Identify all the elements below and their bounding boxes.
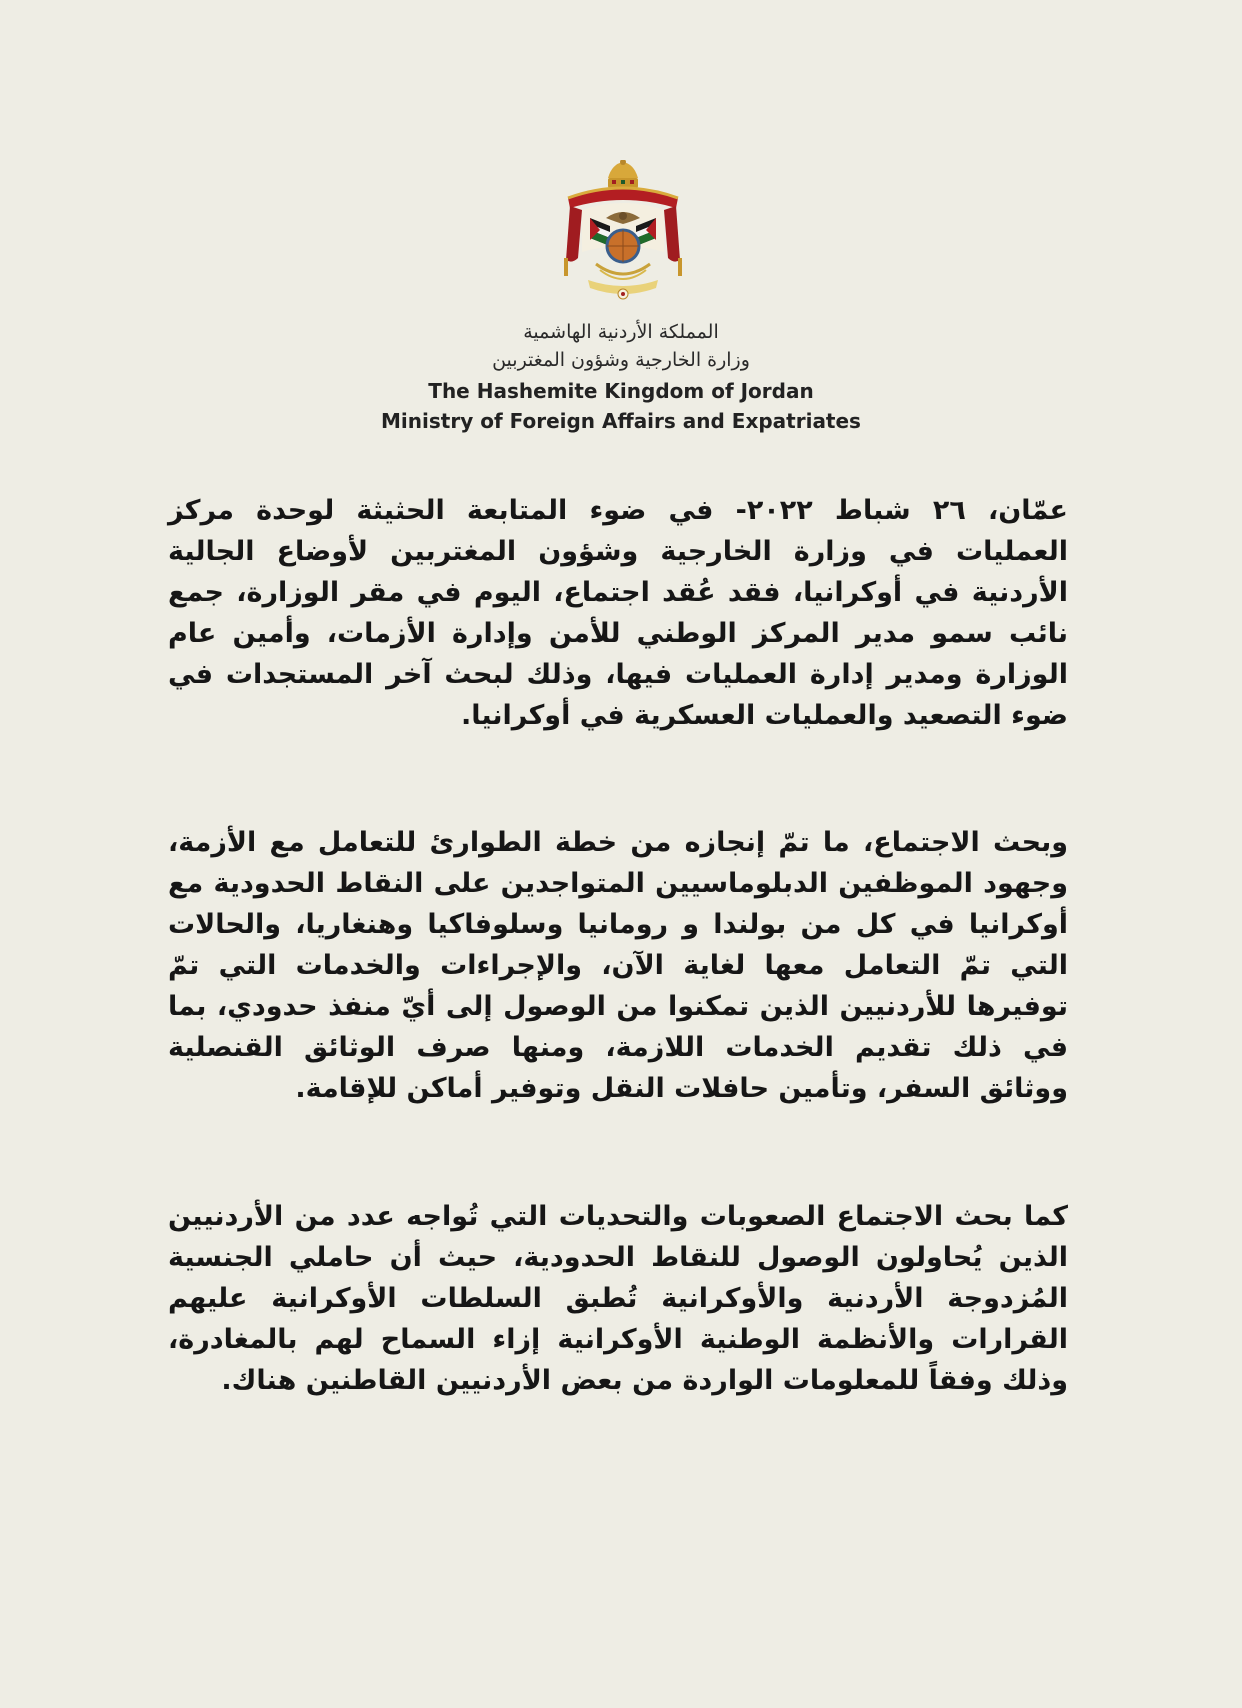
paragraph-3-text: كما بحث الاجتماع الصعوبات والتحديات التي تُواجه عدد من الأردنيين الذين يُحاولون الوصول للنقاط الحدودية، حيث أن حاملي الجنسية المُزدوجة الأردنية والأوكرانية تُطبق السلطات الأوكرانية عليهم القرارات والأنظمة الوطنية الأوكرانية إزاء السماح لهم بالمغادرة، وذلك وفقاً للمعلومات الواردة من بعض الأردنيين القاطنين هناك. bbox=[168, 1201, 1068, 1396]
english-ministry-name: Ministry of Foreign Affairs and Expatriates bbox=[381, 409, 861, 433]
paragraph-3 bbox=[168, 1196, 1068, 1401]
english-country-name: The Hashemite Kingdom of Jordan bbox=[428, 379, 814, 403]
paragraph-2 bbox=[168, 822, 1068, 1109]
letterhead bbox=[0, 318, 1242, 436]
paragraph-1-text: عمّان، ٢٦ شباط ٢٠٢٢- في ضوء المتابعة الحثيثة لوحدة مركز العمليات في وزارة الخارجية وشؤون المغتربين لأوضاع الجالية الأردنية في أوكرانيا، فقد عُقد اجتماع، اليوم في مقر الوزارة، جمع نائب سمو مدير المركز الوطني للأمن وإدارة الأزمات، وأمين عام الوزارة ومدير إدارة العمليات فيها، وذلك لبحث آخر المستجدات في ضوء التصعيد والعمليات العسكرية في أوكرانيا. bbox=[168, 495, 1068, 731]
paragraph-2-text: وبحث الاجتماع، ما تمّ إنجازه من خطة الطوارئ للتعامل مع الأزمة، وجهود الموظفين الدبلوماسيين المتواجدين على النقاط الحدودية مع أوكرانيا في كل من بولندا و رومانيا وسلوفاكيا وهنغاريا، والحالات التي تمّ التعامل معها لغاية الآن، والإجراءات والخدمات التي تمّ توفيرها للأردنيين الذين تمكنوا من الوصول إلى أيّ منفذ حدودي، بما في ذلك تقديم الخدمات اللازمة، ومنها صرف الوثائق القنصلية ووثائق السفر، وتأمين حافلات النقل وتوفير أماكن للإقامة. bbox=[168, 827, 1068, 1104]
jordan-coat-of-arms-icon bbox=[560, 160, 686, 310]
arabic-country-name: المملكة الأردنية الهاشمية bbox=[523, 321, 719, 343]
paragraph-1 bbox=[168, 490, 1068, 736]
arabic-ministry-name: وزارة الخارجية وشؤون المغتربين bbox=[492, 349, 750, 371]
